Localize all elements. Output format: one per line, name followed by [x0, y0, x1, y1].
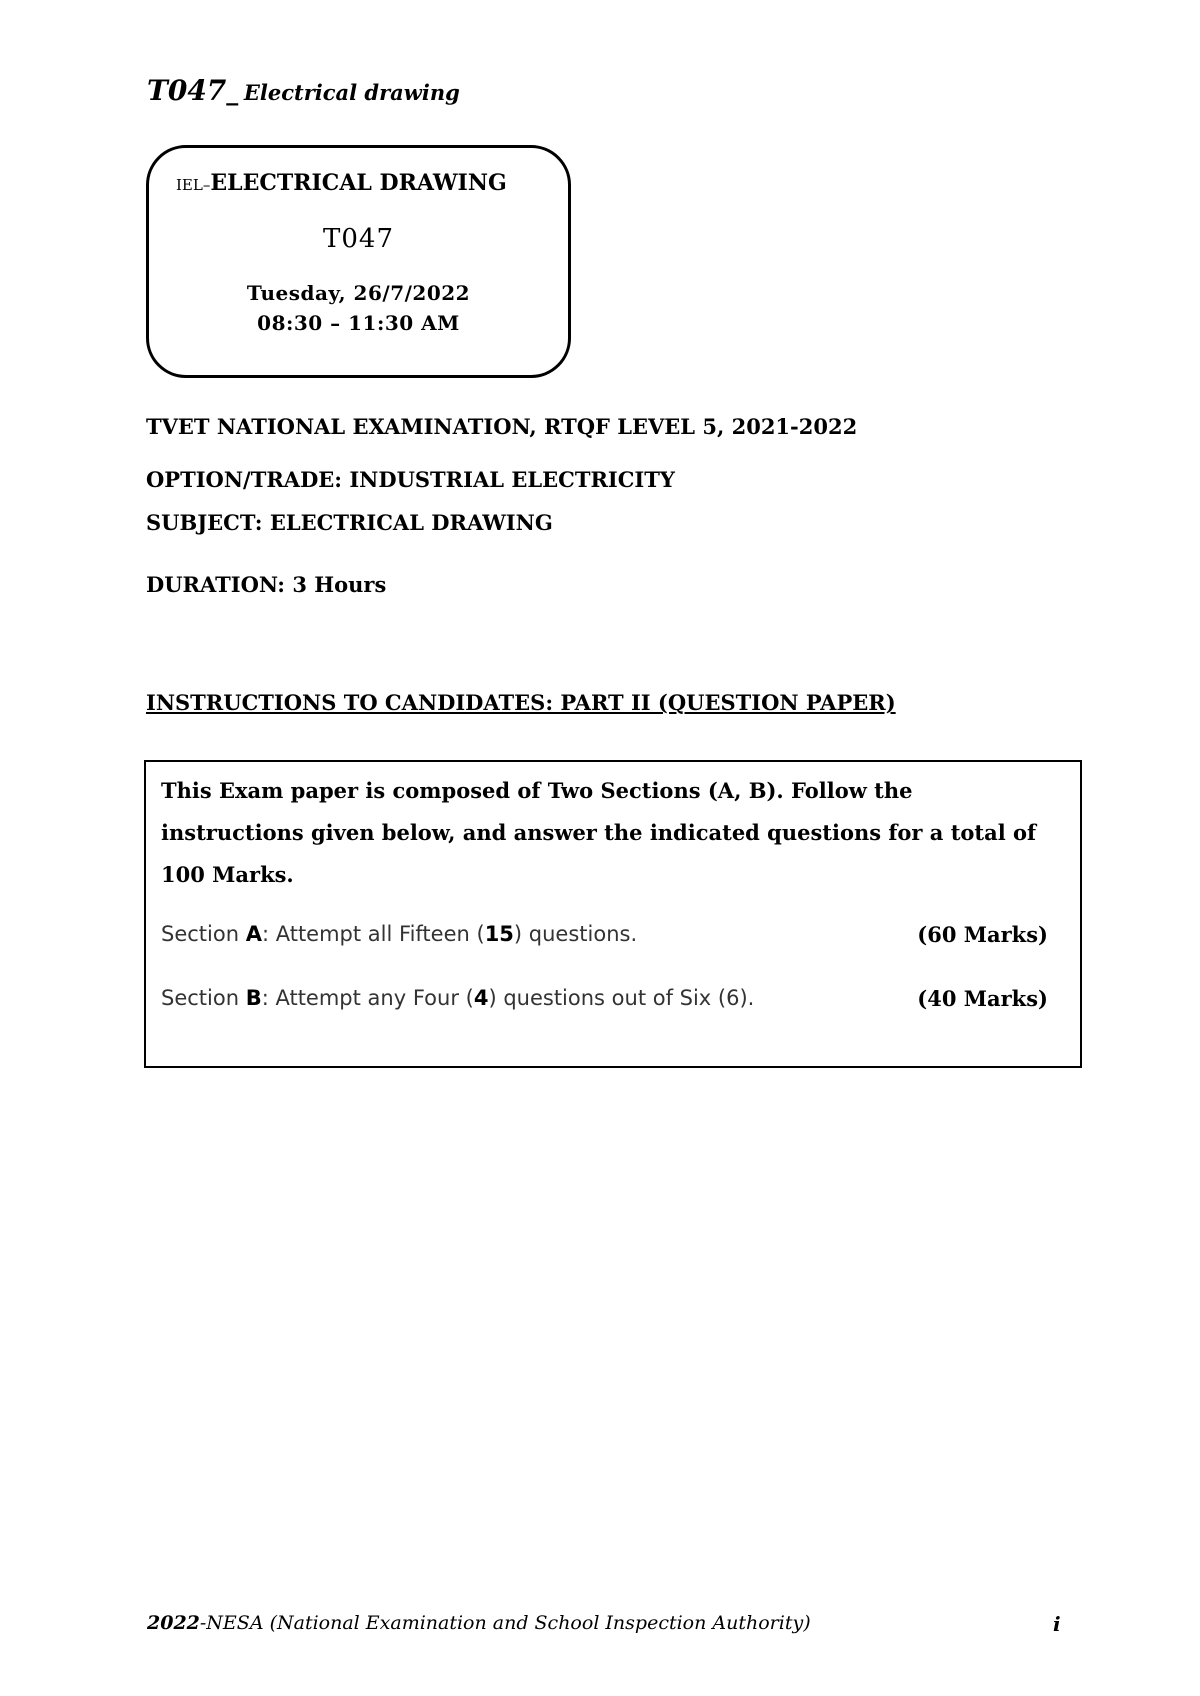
section-b-row [161, 986, 1048, 1010]
section-a-letter: A [245, 922, 262, 946]
instructions-box [144, 760, 1082, 1068]
cover-code: T047 [323, 224, 394, 254]
page-number: i [1053, 1612, 1061, 1636]
footer [147, 1612, 811, 1634]
section-b-text-after: ) questions out of Six (6). [488, 986, 755, 1010]
section-a-text-before: : Attempt all Fifteen ( [261, 922, 485, 946]
cover-box [146, 145, 571, 378]
section-b-letter: B [245, 986, 262, 1010]
exam-time: 08:30 – 11:30 AM [257, 311, 460, 335]
page-header [147, 74, 460, 107]
section-b-marks: (40 Marks) [917, 986, 1048, 1011]
section-a-text-after: ) questions. [513, 922, 638, 946]
section-b-text-before: : Attempt any Four ( [261, 986, 474, 1010]
exam-date: Tuesday, 26/7/2022 [246, 281, 471, 305]
instructions-title: INSTRUCTIONS TO CANDIDATES: PART II (QUESTION PAPER) [146, 690, 896, 715]
duration: DURATION: 3 Hours [146, 572, 387, 597]
section-b-label: Section [161, 986, 246, 1010]
footer-year: 2022 [147, 1612, 200, 1634]
section-a-row [161, 922, 1048, 946]
header-subject: Electrical drawing [243, 80, 460, 105]
header-code: T047 [147, 74, 227, 107]
header-separator: _ [226, 77, 239, 106]
option-trade: OPTION/TRADE: INDUSTRIAL ELECTRICITY [146, 467, 675, 492]
cover-title-text: ELECTRICAL DRAWING [210, 170, 507, 196]
section-b-count: 4 [473, 986, 489, 1010]
subject-line: SUBJECT: ELECTRICAL DRAWING [146, 510, 553, 535]
cover-title [176, 170, 507, 196]
footer-authority: -NESA (National Examination and School Inspection Authority) [199, 1612, 811, 1634]
section-a-label: Section [161, 922, 246, 946]
exam-title: TVET NATIONAL EXAMINATION, RTQF LEVEL 5, 2021-2022 [146, 414, 858, 439]
cover-prefix: IEL– [176, 176, 211, 194]
section-a-marks: (60 Marks) [917, 922, 1048, 947]
section-a-count: 15 [484, 922, 514, 946]
instructions-intro: This Exam paper is composed of Two Sections (A, B). Follow the instructions given below, and answer the indicated questions for a total of 100 Marks. [161, 778, 1037, 887]
